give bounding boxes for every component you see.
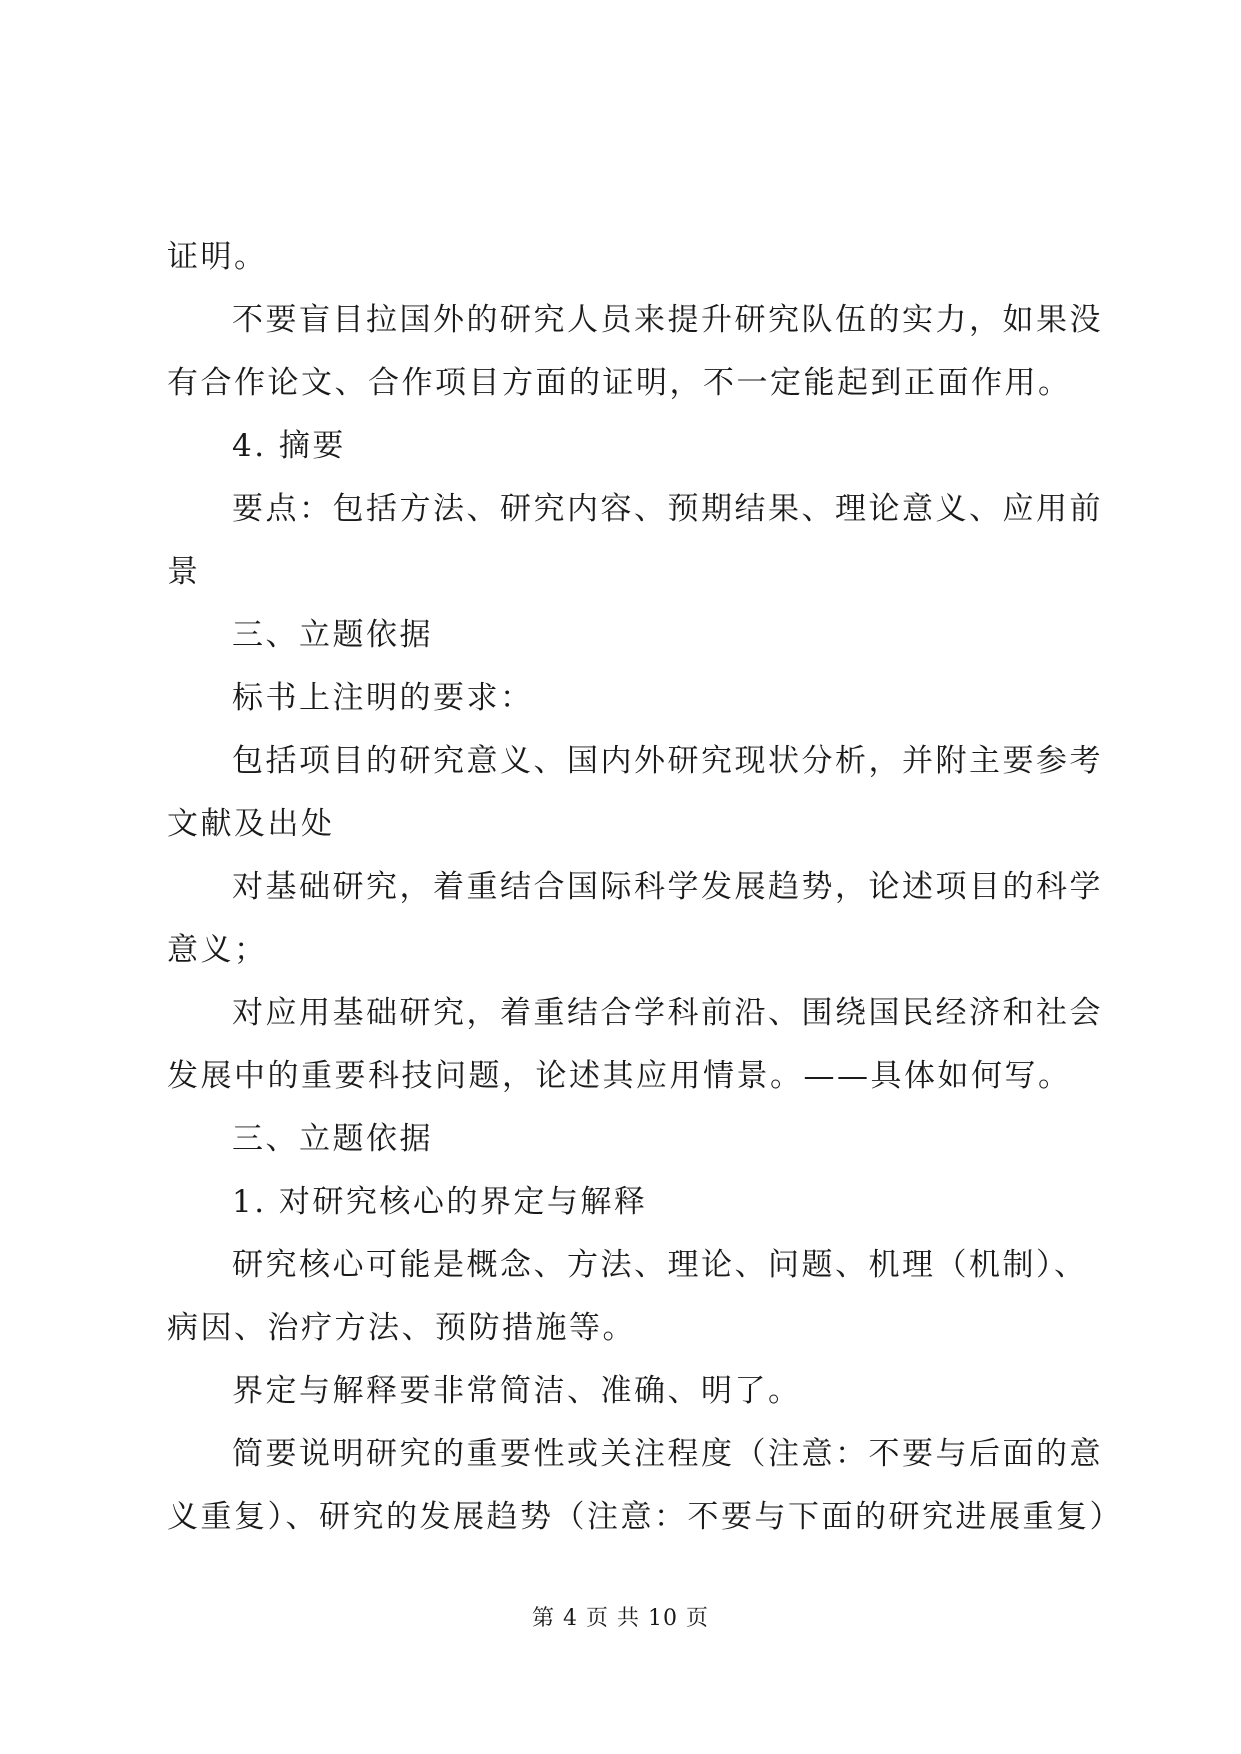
text-line: 界定与解释要非常简洁、准确、明了。	[232, 1373, 802, 1409]
text-line: 不要盲目拉国外的研究人员来提升研究队伍的实力，如果没	[232, 302, 1103, 338]
text-line: 包括项目的研究意义、国内外研究现状分析，并附主要参考	[232, 743, 1103, 779]
text-line: 对基础研究，着重结合国际科学发展趋势，论述项目的科学	[232, 869, 1103, 905]
text-line: 标书上注明的要求：	[232, 680, 534, 716]
text-line: 证明。	[167, 239, 268, 275]
text-line: 有合作论文、合作项目方面的证明，不一定能起到正面作用。	[167, 365, 1072, 401]
text-line: 景	[167, 554, 201, 590]
text-line: 对应用基础研究，着重结合学科前沿、围绕国民经济和社会	[232, 995, 1103, 1031]
page-number: 第 4 页 共 10 页	[532, 1606, 709, 1631]
text-line: 病因、治疗方法、预防措施等。	[167, 1310, 636, 1346]
text-line: 文献及出处	[167, 806, 335, 842]
text-line: 义重复）、研究的发展趋势（注意：不要与下面的研究进展重复）	[167, 1499, 1123, 1535]
text-line: 研究核心可能是概念、方法、理论、问题、机理（机制）、	[232, 1247, 1088, 1283]
section-heading: 三、立题依据	[232, 1121, 433, 1157]
text-line: 意义；	[167, 932, 268, 968]
section-heading: 三、立题依据	[232, 617, 433, 653]
text-line: 简要说明研究的重要性或关注程度（注意：不要与后面的意	[232, 1436, 1103, 1472]
section-heading: 4. 摘要	[232, 428, 346, 464]
text-line: 要点：包括方法、研究内容、预期结果、理论意义、应用前	[232, 491, 1103, 527]
text-line: 发展中的重要科技问题，论述其应用情景。——具体如何写。	[167, 1058, 1072, 1094]
section-heading: 1. 对研究核心的界定与解释	[232, 1184, 648, 1220]
